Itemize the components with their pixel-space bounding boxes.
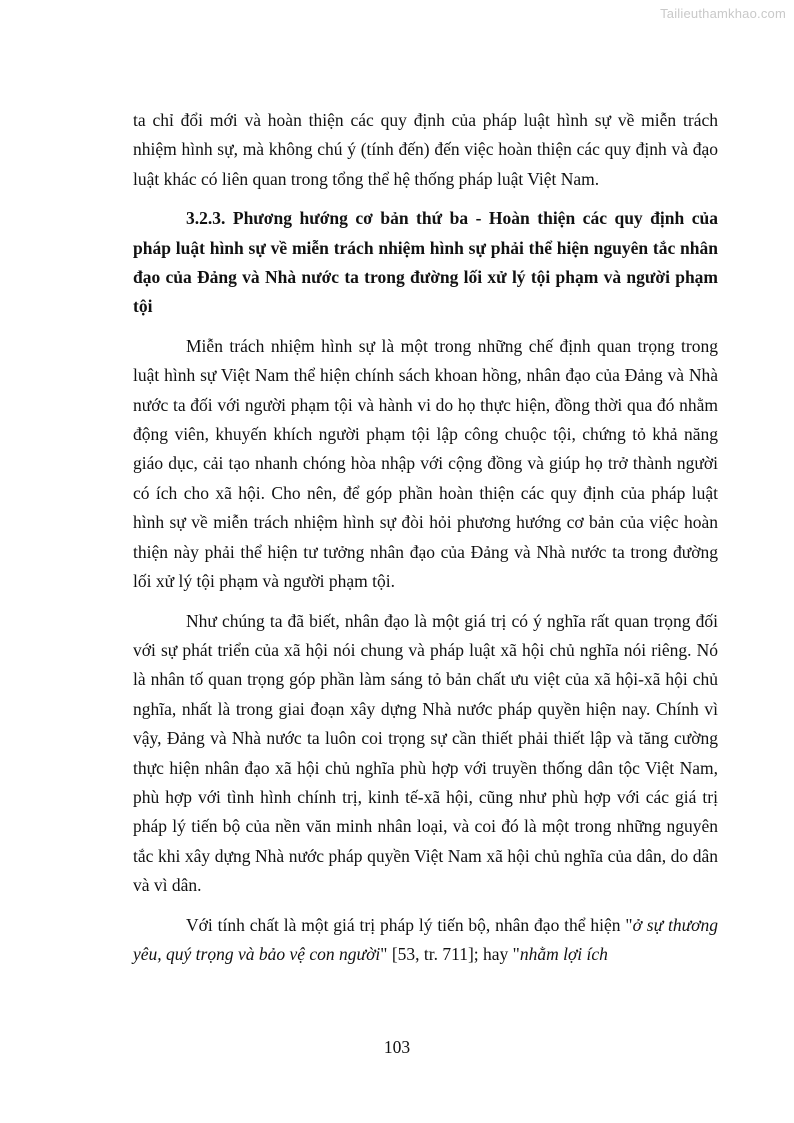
citation-text: " [53, tr. 711]; hay " [380,943,520,964]
document-body [133,106,718,969]
paragraph-3 [133,911,718,970]
section-heading: 3.2.3. Phương hướng cơ bản thứ ba - Hoàn thiện các quy định của pháp luật hình sự về miễn trách nhiệm hình sự phải thể hiện nguyên tắc nhân đạo của Đảng và Nhà nước ta trong đường lối xử lý tội phạm và người phạm tội [133,208,718,317]
paragraph-2: Như chúng ta đã biết, nhân đạo là một giá trị có ý nghĩa rất quan trọng đối với sự phát triển của xã hội nói chung và pháp luật xã hội chủ nghĩa nói riêng. Nó là nhân tố quan trọng góp phần làm sáng tỏ bản chất ưu việt của xã hội-xã hội chủ nghĩa, nhất là trong giai đoạn xây dựng Nhà nước pháp quyền hiện nay. Chính vì vậy, Đảng và Nhà nước ta luôn coi trọng sự cần thiết phải thiết lập và tăng cường thực hiện nhân đạo xã hội chủ nghĩa phù hợp với truyền thống dân tộc Việt Nam, phù hợp với tình hình chính trị, kinh tế-xã hội, cũng như phù hợp với các giá trị pháp lý tiến bộ của nền văn minh nhân loại, và coi đó là một trong những nguyên tắc khi xây dựng Nhà nước pháp quyền Việt Nam xã hội chủ nghĩa của dân, do dân và vì dân. [133,610,718,896]
quote-2: nhằm lợi ích [519,943,608,964]
paragraph-continuation: ta chỉ đổi mới và hoàn thiện các quy định của pháp luật hình sự về miễn trách nhiệm hình sự, mà không chú ý (tính đến) đến việc hoàn thiện các quy định và đạo luật khác có liên quan trong tổng thể hệ thống pháp luật Việt Nam. [133,110,718,189]
page-number: 103 [383,1037,411,1057]
paragraph-3-text: Với tính chất là một giá trị pháp lý tiến bộ, nhân đạo thể hiện " [186,914,633,935]
watermark: Tailieuthamkhao.com [660,6,786,21]
paragraph-1: Miễn trách nhiệm hình sự là một trong những chế định quan trọng trong luật hình sự Việt Nam thể hiện chính sách khoan hồng, nhân đạo của Đảng và Nhà nước ta đối với người phạm tội và hành vi do họ thực hiện, đồng thời qua đó nhằm động viên, khuyến khích người phạm tội lập công chuộc tội, chứng tỏ khả năng giáo dục, cải tạo nhanh chóng hòa nhập với cộng đồng và giúp họ trở thành người có ích cho xã hội. Cho nên, để góp phần hoàn thiện các quy định của pháp luật hình sự về miễn trách nhiệm hình sự đòi hỏi phương hướng cơ bản của việc hoàn thiện này phải thể hiện tư tưởng nhân đạo của Đảng và Nhà nước ta trong đường lối xử lý tội phạm và người phạm tội. [133,335,718,592]
quote-1: ở sự thương yêu, quý trọng và bảo vệ con người [133,914,718,964]
